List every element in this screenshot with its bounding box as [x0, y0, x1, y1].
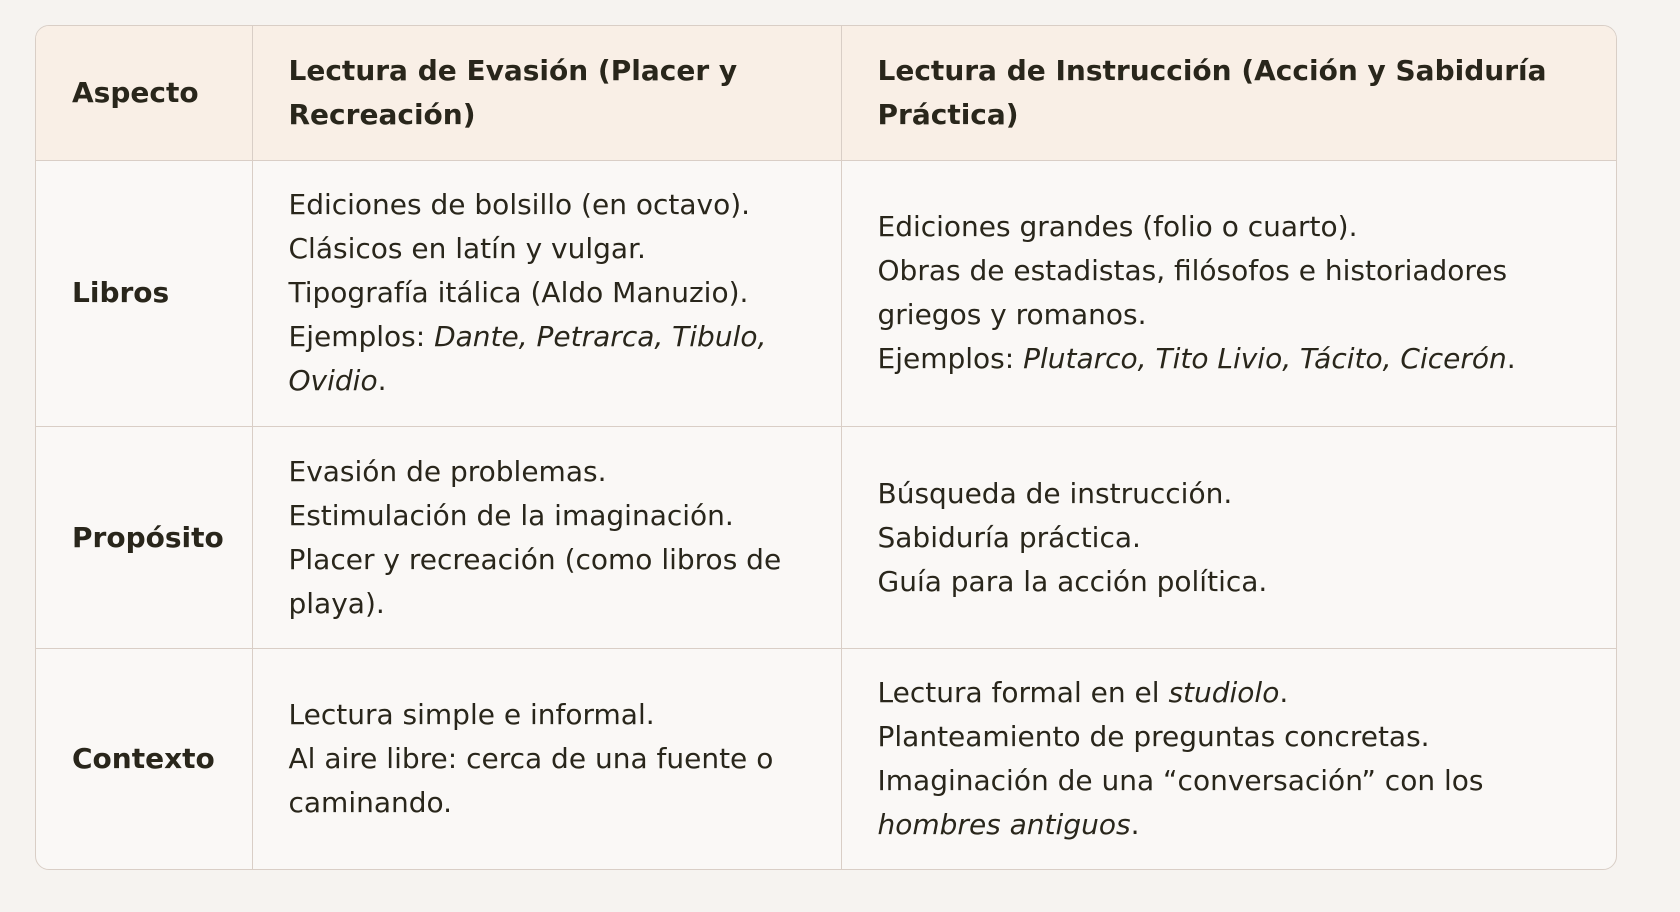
- header-evasion: Lectura de Evasión (Placer y Recreación): [252, 26, 841, 160]
- header-instruccion: Lectura de Instrucción (Acción y Sabiduría Práctica): [841, 26, 1616, 160]
- cell-italic-text: hombres antiguos: [877, 808, 1131, 842]
- table-row: [36, 160, 1616, 426]
- cell-line: Búsqueda de instrucción.: [877, 476, 1233, 510]
- cell-italic-text: Plutarco, Tito Livio, Tácito, Cicerón: [1023, 342, 1507, 376]
- cell-text: Lectura formal en el: [877, 676, 1169, 710]
- comparison-table: [35, 25, 1617, 870]
- cell-line: Tipografía itálica (Aldo Manuzio).: [288, 276, 749, 310]
- instruccion-cell: [841, 160, 1616, 426]
- row-aspect-cell: Libros: [36, 160, 252, 426]
- cell-italic-text: studiolo: [1168, 676, 1280, 710]
- reading-comparison-table: [36, 26, 1616, 869]
- table-row: [36, 426, 1616, 648]
- cell-line: Guía para la acción política.: [877, 564, 1268, 598]
- evasion-cell: [252, 649, 841, 869]
- cell-text: .: [1130, 808, 1140, 842]
- table-row: [36, 649, 1616, 869]
- cell-line: Ediciones grandes (folio o cuarto).: [877, 210, 1358, 244]
- cell-line: [878, 337, 1583, 381]
- instruccion-cell: [841, 649, 1616, 869]
- cell-text: .: [1506, 342, 1516, 376]
- cell-line: Obras de estadistas, filósofos e historiadores griegos y romanos.: [877, 254, 1508, 332]
- cell-line: Clásicos en latín y vulgar.: [288, 232, 646, 266]
- row-aspect-cell: Contexto: [36, 649, 252, 869]
- cell-text: .: [377, 364, 387, 398]
- cell-line: Al aire libre: cerca de una fuente o caminando.: [288, 742, 774, 820]
- cell-line: Placer y recreación (como libros de playa).: [288, 542, 782, 620]
- cell-line: Evasión de problemas.: [288, 454, 607, 488]
- cell-line: Estimulación de la imaginación.: [288, 498, 734, 532]
- cell-line: Planteamiento de preguntas concretas.: [877, 720, 1430, 754]
- row-aspect-cell: Propósito: [36, 426, 252, 648]
- cell-line: Lectura simple e informal.: [288, 698, 655, 732]
- cell-line: Ediciones de bolsillo (en octavo).: [288, 188, 751, 222]
- cell-text: Ejemplos:: [877, 342, 1024, 376]
- evasion-cell: [252, 160, 841, 426]
- cell-line: Sabiduría práctica.: [877, 520, 1141, 554]
- cell-line: [878, 759, 1583, 847]
- cell-line: [289, 315, 807, 403]
- header-aspect: Aspecto: [36, 26, 252, 160]
- evasion-cell: [252, 426, 841, 648]
- cell-text: Ejemplos:: [288, 320, 435, 354]
- table-header-row: [36, 26, 1616, 160]
- cell-line: [878, 671, 1583, 715]
- instruccion-cell: [841, 426, 1616, 648]
- cell-italic-text: Dante, Petrarca, Tibulo, Ovidio: [288, 320, 767, 398]
- cell-text: .: [1279, 676, 1289, 710]
- cell-text: Imaginación de una “conversación” con los: [877, 764, 1484, 798]
